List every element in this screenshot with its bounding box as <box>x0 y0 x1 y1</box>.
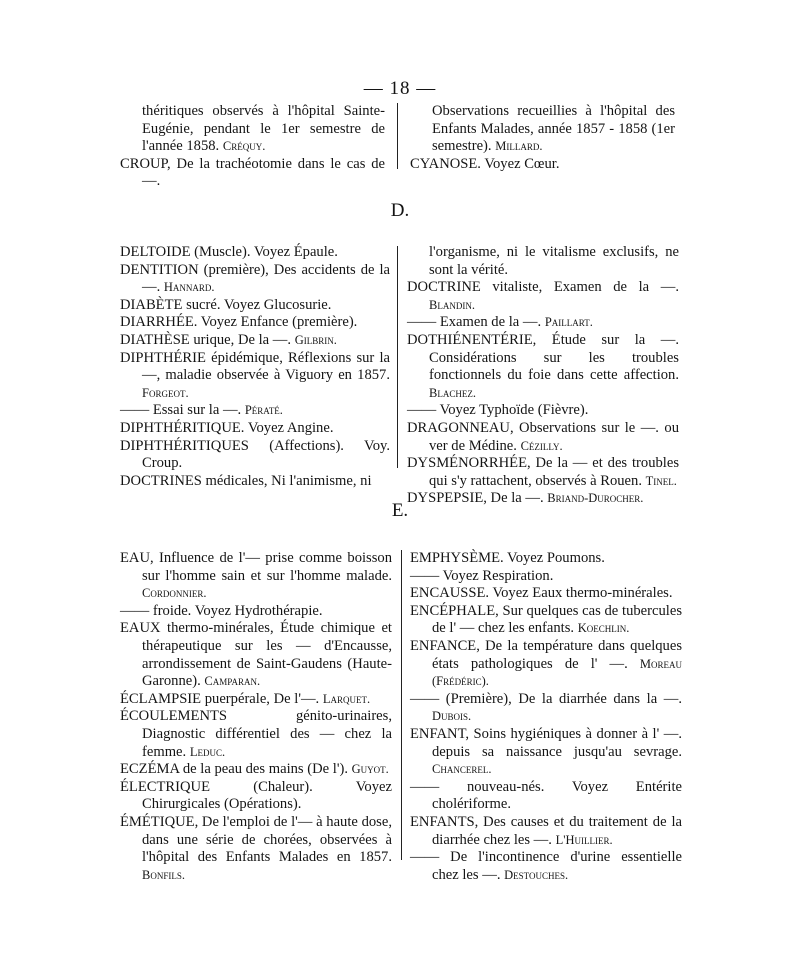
index-entry: ENFANCE, De la température dans quelques états pathologiques de l' —. Moreau (Frédéric). <box>410 637 682 689</box>
top-right-column <box>410 103 675 173</box>
index-entry: théritiques observés à l'hôpital Sainte-Eugénie, pendant le 1er semestre de l'année 1858. Créquy. <box>142 103 385 155</box>
index-entry: DIATHÈSE urique, De la —. Gilbrin. <box>120 331 337 348</box>
index-entry: —— Examen de la —. Paillart. <box>407 314 593 331</box>
index-entry: EAUX thermo-minérales, Étude chimique et thérapeutique sur les — d'Encausse, arrondissement de Saint-Gaudens (Haute-Garonne). Camparan. <box>120 620 392 690</box>
index-entry: ÉCLAMPSIE puerpérale, De l'—. Larquet. <box>120 690 371 707</box>
index-entry: —— Essai sur la —. Pératé. <box>120 402 283 419</box>
index-entry: DIPHTHÉRITIQUES (Affections). Voy. Croup. <box>120 437 390 472</box>
page-number: — 18 — <box>363 78 437 99</box>
index-entry: DIPHTHÉRITIQUE. Voyez Angine. <box>120 419 334 436</box>
index-entry: ENFANT, Soins hygiéniques à donner à l' —. depuis sa naissance jusqu'au sevrage. Chancerel. <box>410 725 682 777</box>
index-entry: DENTITION (première), Des accidents de la —. Hannard. <box>120 261 390 296</box>
index-entry: CYANOSE. Voyez Cœur. <box>410 155 560 172</box>
index-entry: —— Voyez Typhoïde (Fièvre). <box>407 402 589 419</box>
index-entry: —— De l'incontinence d'urine essentielle chez les —. Destouches. <box>410 849 682 883</box>
index-entry: DOCTRINES médicales, Ni l'animisme, ni <box>120 472 372 489</box>
index-entry: DYSMÉNORRHÉE, De la — et des troubles qui s'y rattachent, observés à Rouen. Tinel. <box>407 455 679 489</box>
section-e-right-column <box>410 550 682 884</box>
column-divider <box>401 550 402 860</box>
top-left-column <box>120 103 385 191</box>
index-entry: —— (Première), De la diarrhée dans la —. Dubois. <box>410 690 682 724</box>
column-divider <box>397 246 398 468</box>
index-entry: —— nouveau-nés. Voyez Entérite cholériforme. <box>410 778 682 813</box>
index-entry: EAU, Influence de l'— prise comme boisson sur l'homme sain et sur l'homme malade. Cordonnier. <box>120 550 392 601</box>
index-entry: ECZÉMA de la peau des mains (De l'). Guyot. <box>120 761 389 778</box>
index-entry: ENCÉPHALE, Sur quelques cas de tubercules de l' — chez les enfants. Koechlin. <box>410 602 682 637</box>
index-entry: ÉMÉTIQUE, De l'emploi de l'— à haute dose, dans une série de chorées, observées à l'hôpital des Enfants Malades en 1857. Bonfils. <box>120 813 392 882</box>
index-entry: EMPHYSÈME. Voyez Poumons. <box>410 550 605 566</box>
index-entry: —— froide. Voyez Hydrothérapie. <box>120 602 323 619</box>
section-d-right-column <box>407 244 679 508</box>
index-entry: DIARRHÉE. Voyez Enfance (première). <box>120 314 358 331</box>
index-entry: DOCTRINE vitaliste, Examen de la —. Blandin. <box>407 279 679 312</box>
index-entry: DRAGONNEAU, Observations sur le —. ou ver de Médine. Cézilly. <box>407 419 679 454</box>
section-heading-e: E. <box>391 500 409 521</box>
index-entry: l'organisme, ni le vitalisme exclusifs, ne sont la vérité. <box>429 244 679 278</box>
index-entry: DIABÈTE sucré. Voyez Glucosurie. <box>120 296 332 313</box>
section-heading-d: D. <box>390 200 410 221</box>
section-d-left-column <box>120 244 390 490</box>
index-entry: —— Voyez Respiration. <box>410 567 554 584</box>
section-e-left-column <box>120 550 392 884</box>
index-entry: ÉLECTRIQUE (Chaleur). Voyez Chirurgicales (Opérations). <box>120 778 392 813</box>
index-entry: Observations recueillies à l'hôpital des Enfants Malades, année 1857 - 1858 (1er semestre). Millard. <box>432 103 675 155</box>
index-entry: ENFANTS, Des causes et du traitement de la diarrhée chez les —. L'Huillier. <box>410 813 682 848</box>
index-entry: DELTOIDE (Muscle). Voyez Épaule. <box>120 244 338 260</box>
index-entry: CROUP, De la trachéotomie dans le cas de —. <box>120 155 385 190</box>
index-entry: ÉCOULEMENTS génito-urinaires, Diagnostic différentiel des — chez la femme. Leduc. <box>120 708 392 760</box>
index-entry: DIPHTHÉRIE épidémique, Réflexions sur la —, maladie observée à Viguory en 1857. Forgeot. <box>120 349 390 400</box>
index-entry: DOTHIÉNENTÉRIE, Étude sur la —. Considérations sur les troubles fonctionnels du foie dans cette affection. Blachez. <box>407 331 679 400</box>
index-entry: ENCAUSSE. Voyez Eaux thermo-minérales. <box>410 585 673 602</box>
index-entry: DYSPEPSIE, De la —. Briand-Durocher. <box>407 490 644 507</box>
column-divider <box>397 103 398 169</box>
